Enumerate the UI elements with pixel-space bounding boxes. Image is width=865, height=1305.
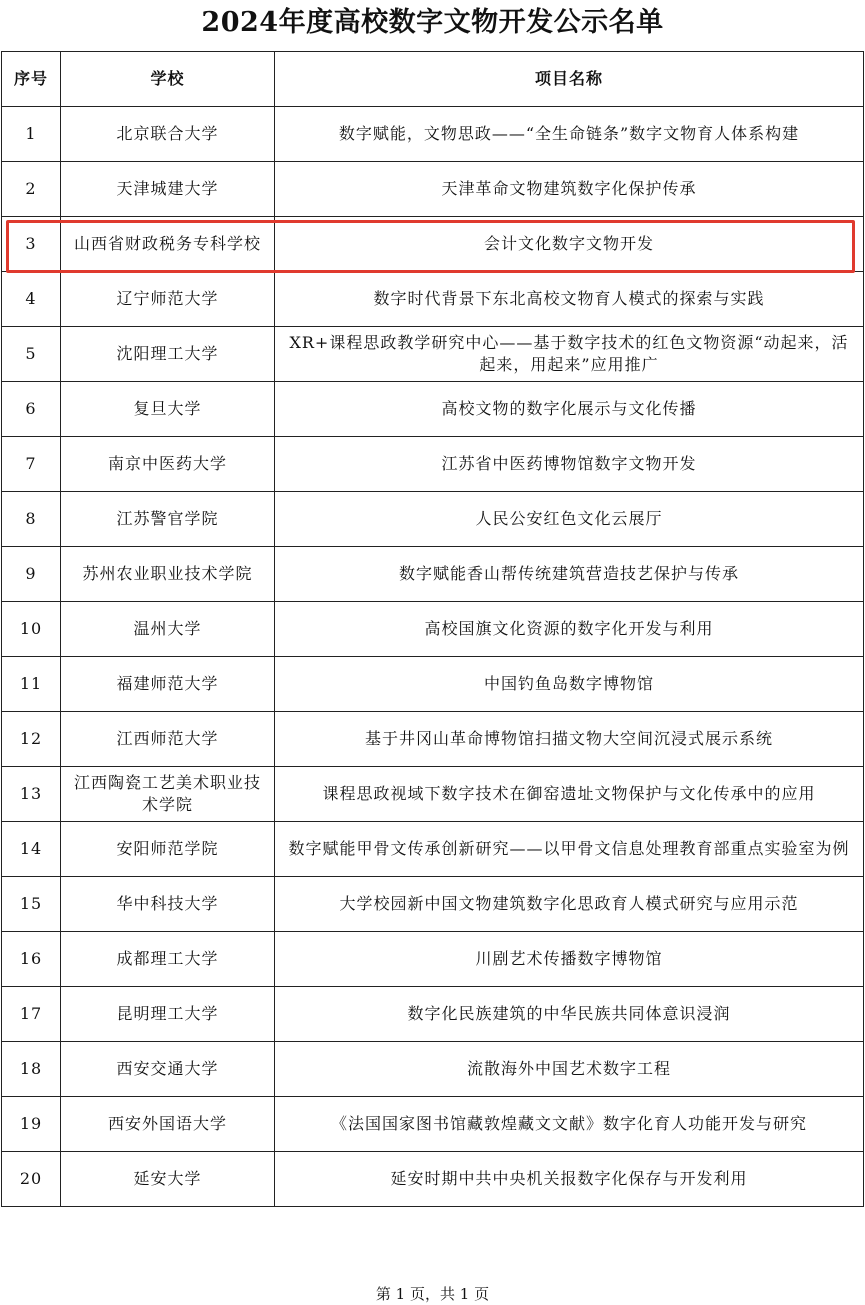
cell-no: 13 (2, 767, 61, 822)
table-row (2, 217, 864, 272)
cell-no: 19 (2, 1097, 61, 1152)
cell-no: 16 (2, 932, 61, 987)
cell-school: 山西省财政税务专科学校 (61, 217, 275, 272)
cell-no: 11 (2, 657, 61, 712)
cell-project: 《法国国家图书馆藏敦煌藏文文献》数字化育人功能开发与研究 (275, 1097, 864, 1152)
cell-school: 北京联合大学 (61, 107, 275, 162)
cell-no: 2 (2, 162, 61, 217)
cell-school: 沈阳理工大学 (61, 327, 275, 382)
cell-school: 苏州农业职业技术学院 (61, 547, 275, 602)
table-row (2, 822, 864, 877)
cell-project: 川剧艺术传播数字博物馆 (275, 932, 864, 987)
cell-project: 数字赋能甲骨文传承创新研究——以甲骨文信息处理教育部重点实验室为例 (275, 822, 864, 877)
table-row (2, 932, 864, 987)
publicity-list-table (1, 51, 864, 1207)
cell-no: 17 (2, 987, 61, 1042)
table-row (2, 987, 864, 1042)
table-row (2, 272, 864, 327)
table-header-row (2, 52, 864, 107)
cell-project: 大学校园新中国文物建筑数字化思政育人模式研究与应用示范 (275, 877, 864, 932)
table-row (2, 602, 864, 657)
cell-no: 10 (2, 602, 61, 657)
cell-school: 福建师范大学 (61, 657, 275, 712)
cell-project: 数字赋能，文物思政——“全生命链条”数字文物育人体系构建 (275, 107, 864, 162)
table-row (2, 547, 864, 602)
cell-project: 课程思政视域下数字技术在御窑遗址文物保护与文化传承中的应用 (275, 767, 864, 822)
cell-project: 数字时代背景下东北高校文物育人模式的探索与实践 (275, 272, 864, 327)
cell-school: 华中科技大学 (61, 877, 275, 932)
table-row (2, 1042, 864, 1097)
table-row (2, 382, 864, 437)
cell-no: 18 (2, 1042, 61, 1097)
cell-school: 温州大学 (61, 602, 275, 657)
cell-project: 会计文化数字文物开发 (275, 217, 864, 272)
header-no: 序号 (2, 52, 61, 107)
cell-project: 高校文物的数字化展示与文化传播 (275, 382, 864, 437)
cell-no: 15 (2, 877, 61, 932)
table-row (2, 712, 864, 767)
cell-no: 7 (2, 437, 61, 492)
cell-school: 复旦大学 (61, 382, 275, 437)
cell-project: 高校国旗文化资源的数字化开发与利用 (275, 602, 864, 657)
table-row (2, 1097, 864, 1152)
cell-school: 江西陶瓷工艺美术职业技术学院 (61, 767, 275, 822)
cell-school: 江西师范大学 (61, 712, 275, 767)
cell-project: 人民公安红色文化云展厅 (275, 492, 864, 547)
cell-school: 延安大学 (61, 1152, 275, 1207)
cell-no: 5 (2, 327, 61, 382)
cell-school: 安阳师范学院 (61, 822, 275, 877)
table-row (2, 327, 864, 382)
table-row (2, 767, 864, 822)
cell-school: 西安交通大学 (61, 1042, 275, 1097)
page-title: 2024年度高校数字文物开发公示名单 (201, 7, 664, 38)
cell-school: 昆明理工大学 (61, 987, 275, 1042)
cell-no: 3 (2, 217, 61, 272)
cell-project: 江苏省中医药博物馆数字文物开发 (275, 437, 864, 492)
cell-no: 12 (2, 712, 61, 767)
cell-no: 9 (2, 547, 61, 602)
cell-no: 14 (2, 822, 61, 877)
table-row (2, 877, 864, 932)
header-project: 项目名称 (275, 52, 864, 107)
cell-school: 天津城建大学 (61, 162, 275, 217)
table-row (2, 1152, 864, 1207)
cell-project: 延安时期中共中央机关报数字化保存与开发利用 (275, 1152, 864, 1207)
cell-no: 1 (2, 107, 61, 162)
cell-project: 数字赋能香山帮传统建筑营造技艺保护与传承 (275, 547, 864, 602)
cell-project: 流散海外中国艺术数字工程 (275, 1042, 864, 1097)
cell-no: 6 (2, 382, 61, 437)
table-row (2, 162, 864, 217)
cell-school: 西安外国语大学 (61, 1097, 275, 1152)
table-row (2, 437, 864, 492)
cell-school: 成都理工大学 (61, 932, 275, 987)
table-row (2, 657, 864, 712)
cell-project: 天津革命文物建筑数字化保护传承 (275, 162, 864, 217)
header-school: 学校 (61, 52, 275, 107)
cell-project: XR+课程思政教学研究中心——基于数字技术的红色文物资源“动起来，活起来，用起来”应用推广 (275, 327, 864, 382)
cell-school: 江苏警官学院 (61, 492, 275, 547)
cell-no: 20 (2, 1152, 61, 1207)
cell-no: 8 (2, 492, 61, 547)
cell-project: 数字化民族建筑的中华民族共同体意识浸润 (275, 987, 864, 1042)
cell-project: 中国钓鱼岛数字博物馆 (275, 657, 864, 712)
table-row (2, 492, 864, 547)
cell-no: 4 (2, 272, 61, 327)
table-row (2, 107, 864, 162)
page-footer: 第 1 页，共 1 页 (375, 1285, 490, 1303)
cell-school: 南京中医药大学 (61, 437, 275, 492)
cell-school: 辽宁师范大学 (61, 272, 275, 327)
cell-project: 基于井冈山革命博物馆扫描文物大空间沉浸式展示系统 (275, 712, 864, 767)
